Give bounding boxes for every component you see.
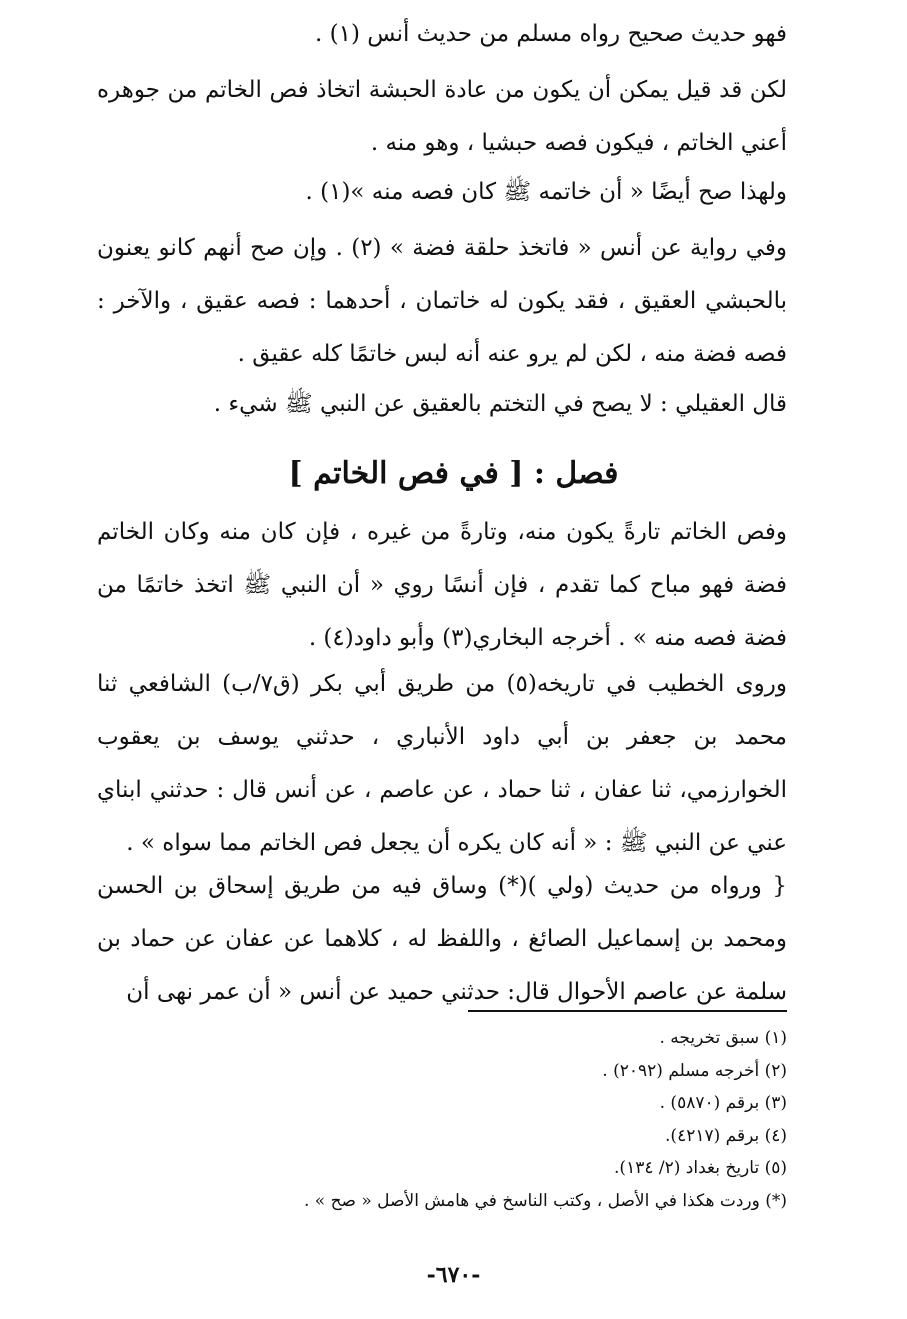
paragraph-1: فهو حديث صحيح رواه مسلم من حديث أنس (١) . — [315, 21, 787, 47]
paragraph-8: { ورواه من حديث (ولي )(*) وساق فيه من طريق إسحاق بن الحسن ومحمد بن إسماعيل الصائغ ، واللفظ له ، كلاهما عن عفان عن حماد بن سلمة عن عاصم الأحوال قال: حدثني حميد عن أنس « أن عمر نهى أن — [97, 873, 787, 1005]
footnote-2: (٢) أخرجه مسلم (٢٠٩٢) . — [602, 1060, 787, 1081]
footnote-4: (٤) برقم (٤٢١٧). — [665, 1125, 787, 1146]
footnote-3: (٣) برقم (٥٨٧٠) . — [659, 1093, 787, 1113]
paragraph-2: لكن قد قيل يمكن أن يكون من عادة الحبشة اتخاذ فص الخاتم من جوهره أعني الخاتم ، فيكون فصه حبشيا ، وهو منه . — [97, 77, 787, 156]
footnotes — [97, 1022, 787, 1217]
paragraph-3: ولهذا صح أيضًا « أن خاتمه ﷺ كان فصه منه »(١) . — [305, 179, 787, 205]
page-number: -٦٧٠- — [426, 1262, 481, 1288]
footnote-1: (١) سبق تخريجه . — [659, 1028, 787, 1048]
footnote-divider — [468, 1010, 787, 1012]
paragraph-4: وفي رواية عن أنس « فاتخذ حلقة فضة » (٢) . وإن صح أنهم كانو يعنون بالحبشي العقيق ، فقد يكون له خاتمان ، أحدهما : فصه عقيق ، والآخر : فصه فضة منه ، لكن لم يرو عنه أنه لبس خاتمًا كله عقيق . — [97, 235, 787, 367]
paragraph-6: وفص الخاتم تارةً يكون منه، وتارةً من غيره ، فإن كان منه وكان الخاتم فضة فهو مباح كما تقدم ، فإن أنسًا روي « أن النبي ﷺ اتخذ خاتمًا من فضة فصه منه » . أخرجه البخاري(٣) وأبو داود(٤) . — [97, 519, 787, 651]
paragraph-7: وروى الخطيب في تاريخه(٥) من طريق أبي بكر (ق٧/ب) الشافعي ثنا محمد بن جعفر بن أبي داود الأنباري ، حدثني يوسف بن يعقوب الخوارزمي، ثنا عفان ، ثنا حماد ، عن عاصم ، عن أنس قال : حدثني ابناي عني عن النبي ﷺ : « أنه كان يكره أن يجعل فص الخاتم مما سواه » . — [97, 671, 787, 856]
footnote-5: (٥) تاريخ بغداد (٢/ ١٣٤). — [614, 1158, 787, 1178]
footnote-6: (*) وردت هكذا في الأصل ، وكتب الناسخ في هامش الأصل « صح » . — [303, 1190, 787, 1211]
paragraph-5: قال العقيلي : لا يصح في التختم بالعقيق عن النبي ﷺ شيء . — [213, 391, 787, 417]
section-heading: فصل : [ في فص الخاتم ] — [288, 456, 619, 491]
